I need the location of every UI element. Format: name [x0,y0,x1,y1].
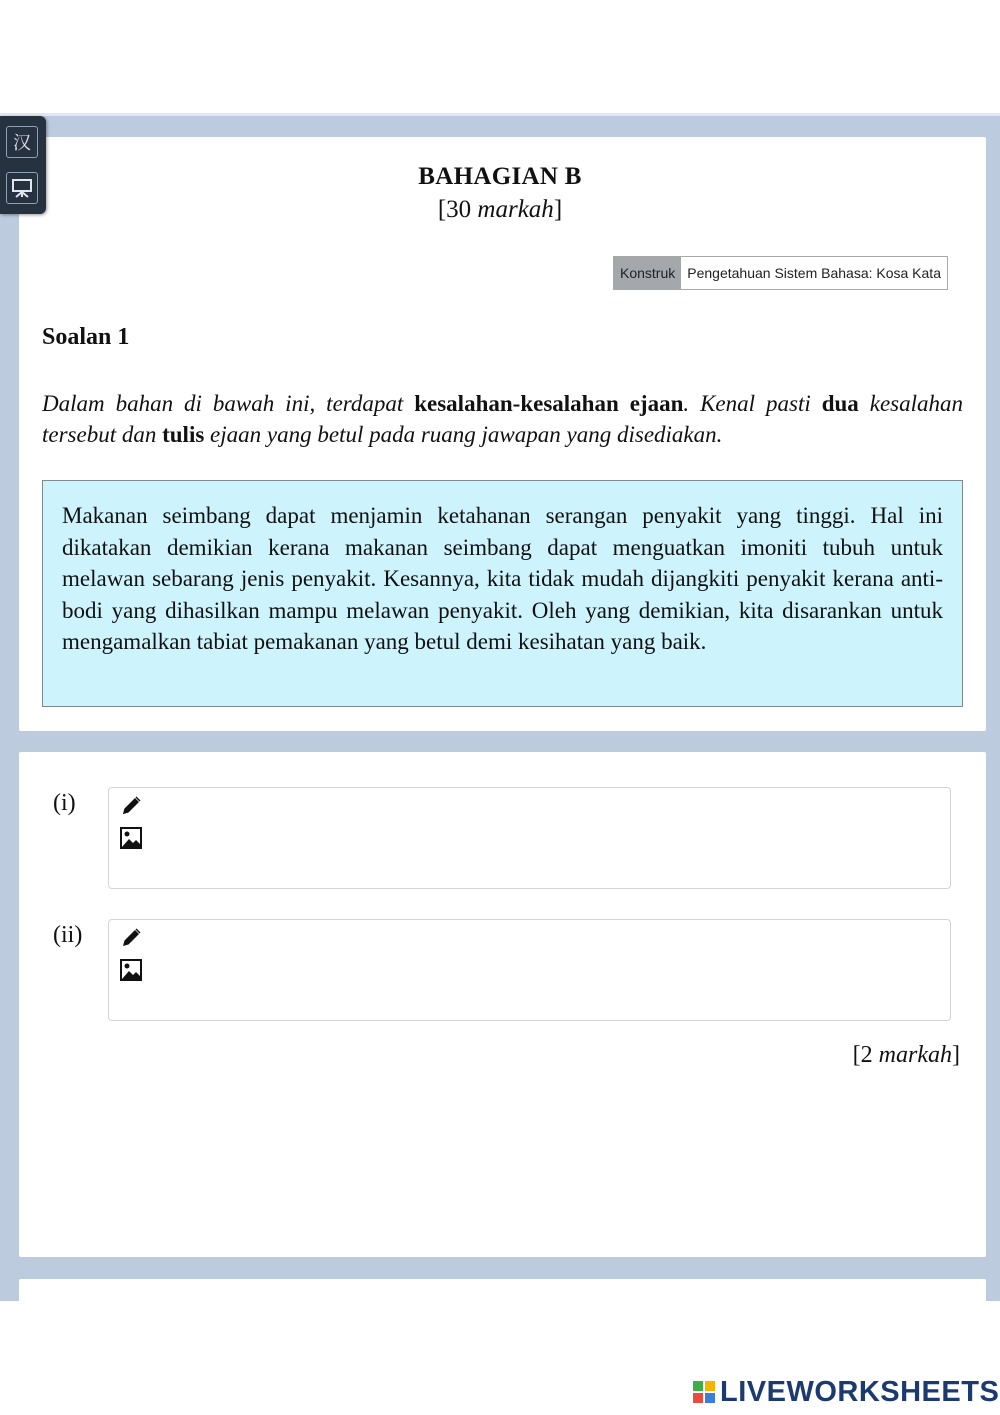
section-marks: [30 markah] [437,196,563,223]
translate-button[interactable] [6,126,38,158]
answer-label-i: (i) [53,790,76,816]
passage-box [42,480,963,707]
answer-box-i [108,787,951,889]
image-icon[interactable] [119,958,143,982]
konstruk-tag [613,256,948,290]
image-icon[interactable] [119,826,143,850]
liveworksheets-logo-icon [692,1380,716,1404]
answer-input-i[interactable] [149,796,933,878]
next-card [19,1279,986,1309]
section-title: BAHAGIAN B [418,163,582,190]
konstruk-label: Konstruk [614,257,681,289]
question-marks: [2 markah] [852,1042,960,1068]
question-instruction: Dalam bahan di bawah ini, terdapat kesalahan-kesalahan ejaan. Kenal pasti dua kesalahan tersebut dan tulis ejaan yang betul pada ruang jawapan yang disediakan. [42,391,964,447]
pencil-icon[interactable] [119,926,143,950]
answer-input-ii[interactable] [149,928,933,1010]
translate-icon: 汉 [13,133,31,154]
pencil-icon[interactable] [119,794,143,818]
answer-label-ii: (ii) [53,922,83,948]
question-title: Soalan 1 [42,324,130,350]
brand-name: LIVEWORKSHEETS [720,1375,1000,1408]
konstruk-value: Pengetahuan Sistem Bahasa: Kosa Kata [681,257,947,289]
brand-footer [692,1374,999,1410]
passage-text: Makanan seimbang dapat menjamin ketahanan serangan penyakit yang tinggi. Hal ini dikatakan demikian kerana makanan seimbang dapat menguatkan imoniti tubuh untuk melawan sebarang jenis penyakit. Kesannya, kita tidak mudah dijangkiti penyakit kerana anti-bodi yang dihasilkan mampu melawan penyakit. Oleh yang demikian, kita disarankan untuk mengamalkan tabiat pemakanan yang betul demi kesihatan yang baik. [62,503,943,654]
answer-box-ii [108,919,951,1021]
